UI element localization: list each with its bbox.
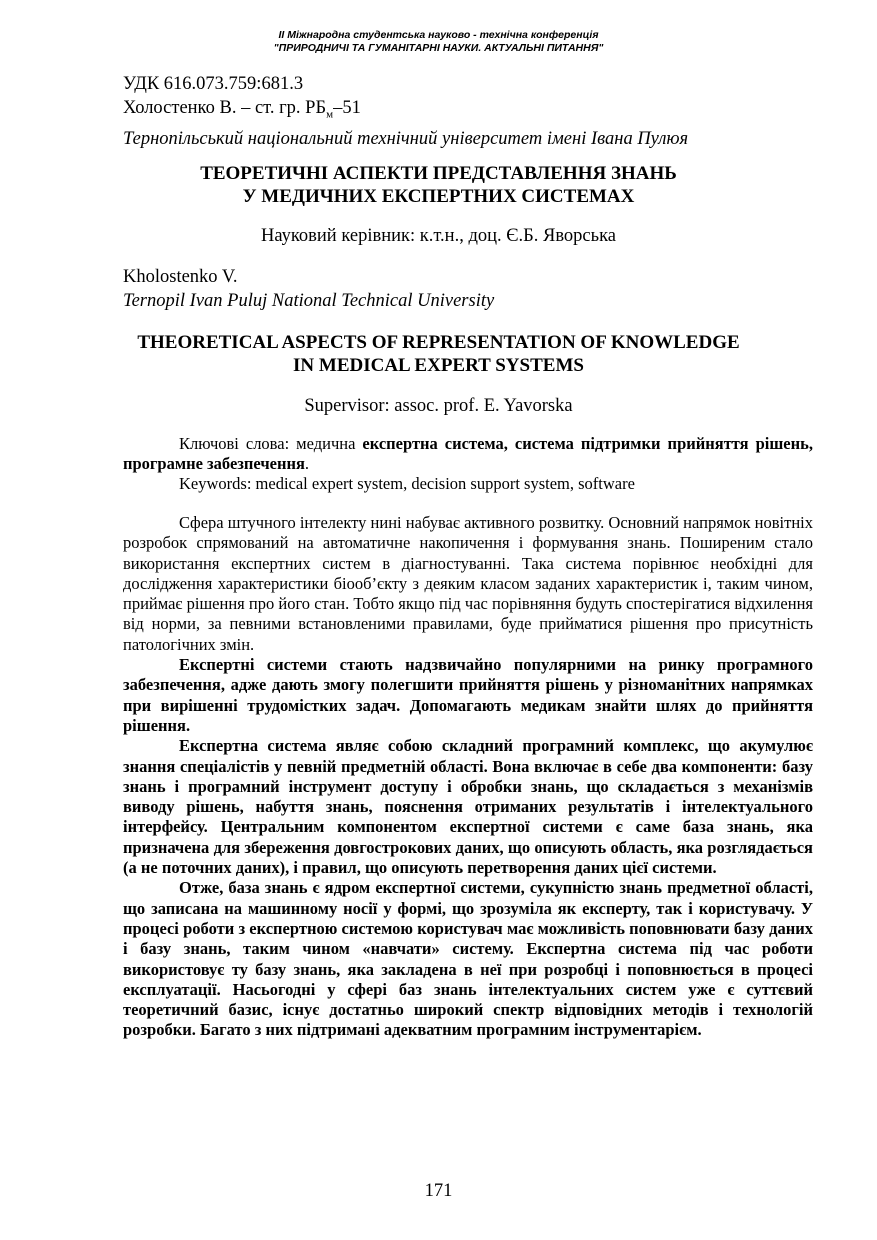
paragraph: Сфера штучного інтелекту нині набуває активного розвитку. Основний напрямок новітніх розробок спрямований на автоматичне накопичення і формування знань. Поширеним стало використання експертних систем в діагностуванні. Така система порівнює необхідні для дослідження характеристики біооб’єкту з деяким класом заданих характеристик і, таким чином, приймає рішення про його стан. Тобто якщо під час порівняння будуть спостерігатися відхилення від норми, за певними встановленими правилами, буде прийматися рішення про присутність патологічних змін. — [123, 513, 813, 654]
author-uk-group-num: –51 — [333, 98, 361, 118]
supervisor-uk: Науковий керівник: к.т.н., доц. Є.Б. Яворська — [260, 226, 616, 246]
conference-theme: "ПРИРОДНИЧІ ТА ГУМАНІТАРНІ НАУКИ. АКТУАЛЬНІ ПИТАННЯ" — [273, 42, 604, 54]
keywords-en: Keywords: medical expert system, decision support system, software — [179, 474, 635, 493]
keywords-block — [123, 434, 813, 494]
page-number: 171 — [424, 1181, 453, 1201]
author-uk — [123, 96, 813, 127]
affiliation-en: Ternopil Ivan Puluj National Technical University — [123, 291, 495, 311]
title-uk — [0, 162, 877, 208]
body-text — [123, 513, 813, 1041]
header-en — [123, 265, 813, 313]
keywords-uk-suffix: . — [304, 454, 310, 473]
paragraph: Експертна система являє собою складний програмний комплекс, що акумулює знання спеціалістів у певній предметній області. Вона включає в себе два компоненти: базу знань і програмний інструмент доступу і обробки знань, що складається з механізмів виводу рішень, набуття знань, пояснення отриманих результатів і інтелектуального інтерфейсу. Центральним компонентом експертної системи є саме база знань, яка призначена для збереження довгострокових даних, що описують область, яка розглядається (а не поточних даних), і правил, що описують перетворення даних цієї системи. — [123, 736, 813, 878]
paragraph: Експертні системи стають надзвичайно популярними на ринку програмного забезпечення, адже дають змогу полегшити прийняття рішень у різноманітних напрямках при вирішенні трудомістких задач. Допомагають медикам знайти шлях до прийняття рішення. — [123, 655, 813, 735]
conference-header — [0, 29, 877, 55]
title-uk-line2: У МЕДИЧНИХ ЕКСПЕРТНИХ СИСТЕМАХ — [242, 186, 635, 207]
keywords-uk-prefix: Ключові слова: медична — [179, 434, 363, 453]
author-uk-group-sub: м — [326, 108, 334, 121]
title-uk-line1: ТЕОРЕТИЧНІ АСПЕКТИ ПРЕДСТАВЛЕННЯ ЗНАНЬ — [200, 163, 677, 184]
title-en-line1: THEORETICAL ASPECTS OF REPRESENTATION OF KNOWLEDGE — [137, 332, 740, 353]
author-en: Kholostenko V. — [123, 267, 238, 287]
keywords-uk-terms: експертна система, система підтримки прийняття рішень, програмне забезпечення — [123, 434, 813, 473]
header-uk — [123, 72, 813, 151]
supervisor-en: Supervisor: assoc. prof. E. Yavorska — [304, 396, 573, 416]
title-en — [0, 331, 877, 377]
udk-code: УДК 616.073.759:681.3 — [123, 74, 304, 94]
conference-name: II Міжнародна студентська науково - технічна конференція — [278, 29, 599, 41]
title-en-line2: IN MEDICAL EXPERT SYSTEMS — [293, 355, 584, 376]
paragraph: Отже, база знань є ядром експертної системи, сукупністю знань предметної області, що записана на машинному носії у формі, що зрозуміла як експерту, так і користувачу. У процесі роботи з експертною системою користувач має можливість поповнювати базу даних і базу знань, таким чином «навчати» систему. Експертна система під час роботи використовує ту базу знань, яка закладена в неї при розробці і поповнюється в процесі експлуатації. Насьогодні у сфері баз знань інтелектуальних систем уже є суттєвий теоретичний базис, існує достатньо широкий спектр відповідних методів і технологій розробки. Багато з них підтримані адекватним програмним інструментарієм. — [123, 878, 813, 1040]
keywords-uk — [123, 434, 813, 474]
author-uk-name: Холостенко В. – ст. гр. РБ — [123, 98, 327, 118]
affiliation-uk: Тернопільський національний технічний університет імені Івана Пулюя — [123, 128, 689, 149]
